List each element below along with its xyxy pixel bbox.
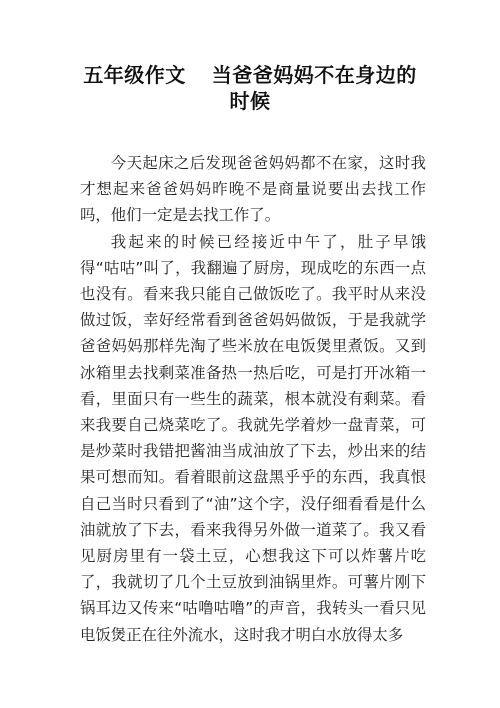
document-body	[80, 150, 426, 648]
paragraph-1: 今天起床之后发现爸爸妈妈都不在家，这时我才想起来爸爸妈妈昨晚不是商量说要出去找工作吗，他们一定是去找工作了。	[80, 154, 426, 225]
title-line-2: 时候	[229, 89, 271, 113]
document-title	[40, 62, 460, 114]
title-category: 五年级作文	[83, 63, 186, 87]
title-main: 当爸爸妈妈不在身边的	[211, 63, 417, 87]
title-line-1	[40, 62, 460, 88]
paragraph-2: 我起来的时候已经接近中午了，肚子早饿得“咕咕”叫了，我翻遍了厨房，现成吃的东西一点也没有。看来我只能自己做饭吃了。我平时从来没做过饭，幸好经常看到爸爸妈妈做饭，于是我就学爸爸妈妈那样先淘了些米放在电饭煲里煮饭。又到冰箱里去找剩菜准备热一热后吃，可是打开冰箱一看，里面只有一些生的蔬菜，根本就没有剩菜。看来我要自己烧菜吃了。我就先学着炒一盘青菜，可是炒菜时我错把酱油当成油放了下去，炒出来的结果可想而知。看着眼前这盘黑乎乎的东西，我真恨自己当时只看到了“油”这个字，没仔细看看是什么油就放了下去，看来我得另外做一道菜了。我又看见厨房里有一袋土豆，心想我这下可以炸薯片吃了，我就切了几个土豆放到油锅里炸。可薯片刚下锅耳边又传来“咕噜咕噜”的声音，我转头一看只见电饭煲正在往外流水，这时我才明白水放得太多	[80, 232, 426, 644]
